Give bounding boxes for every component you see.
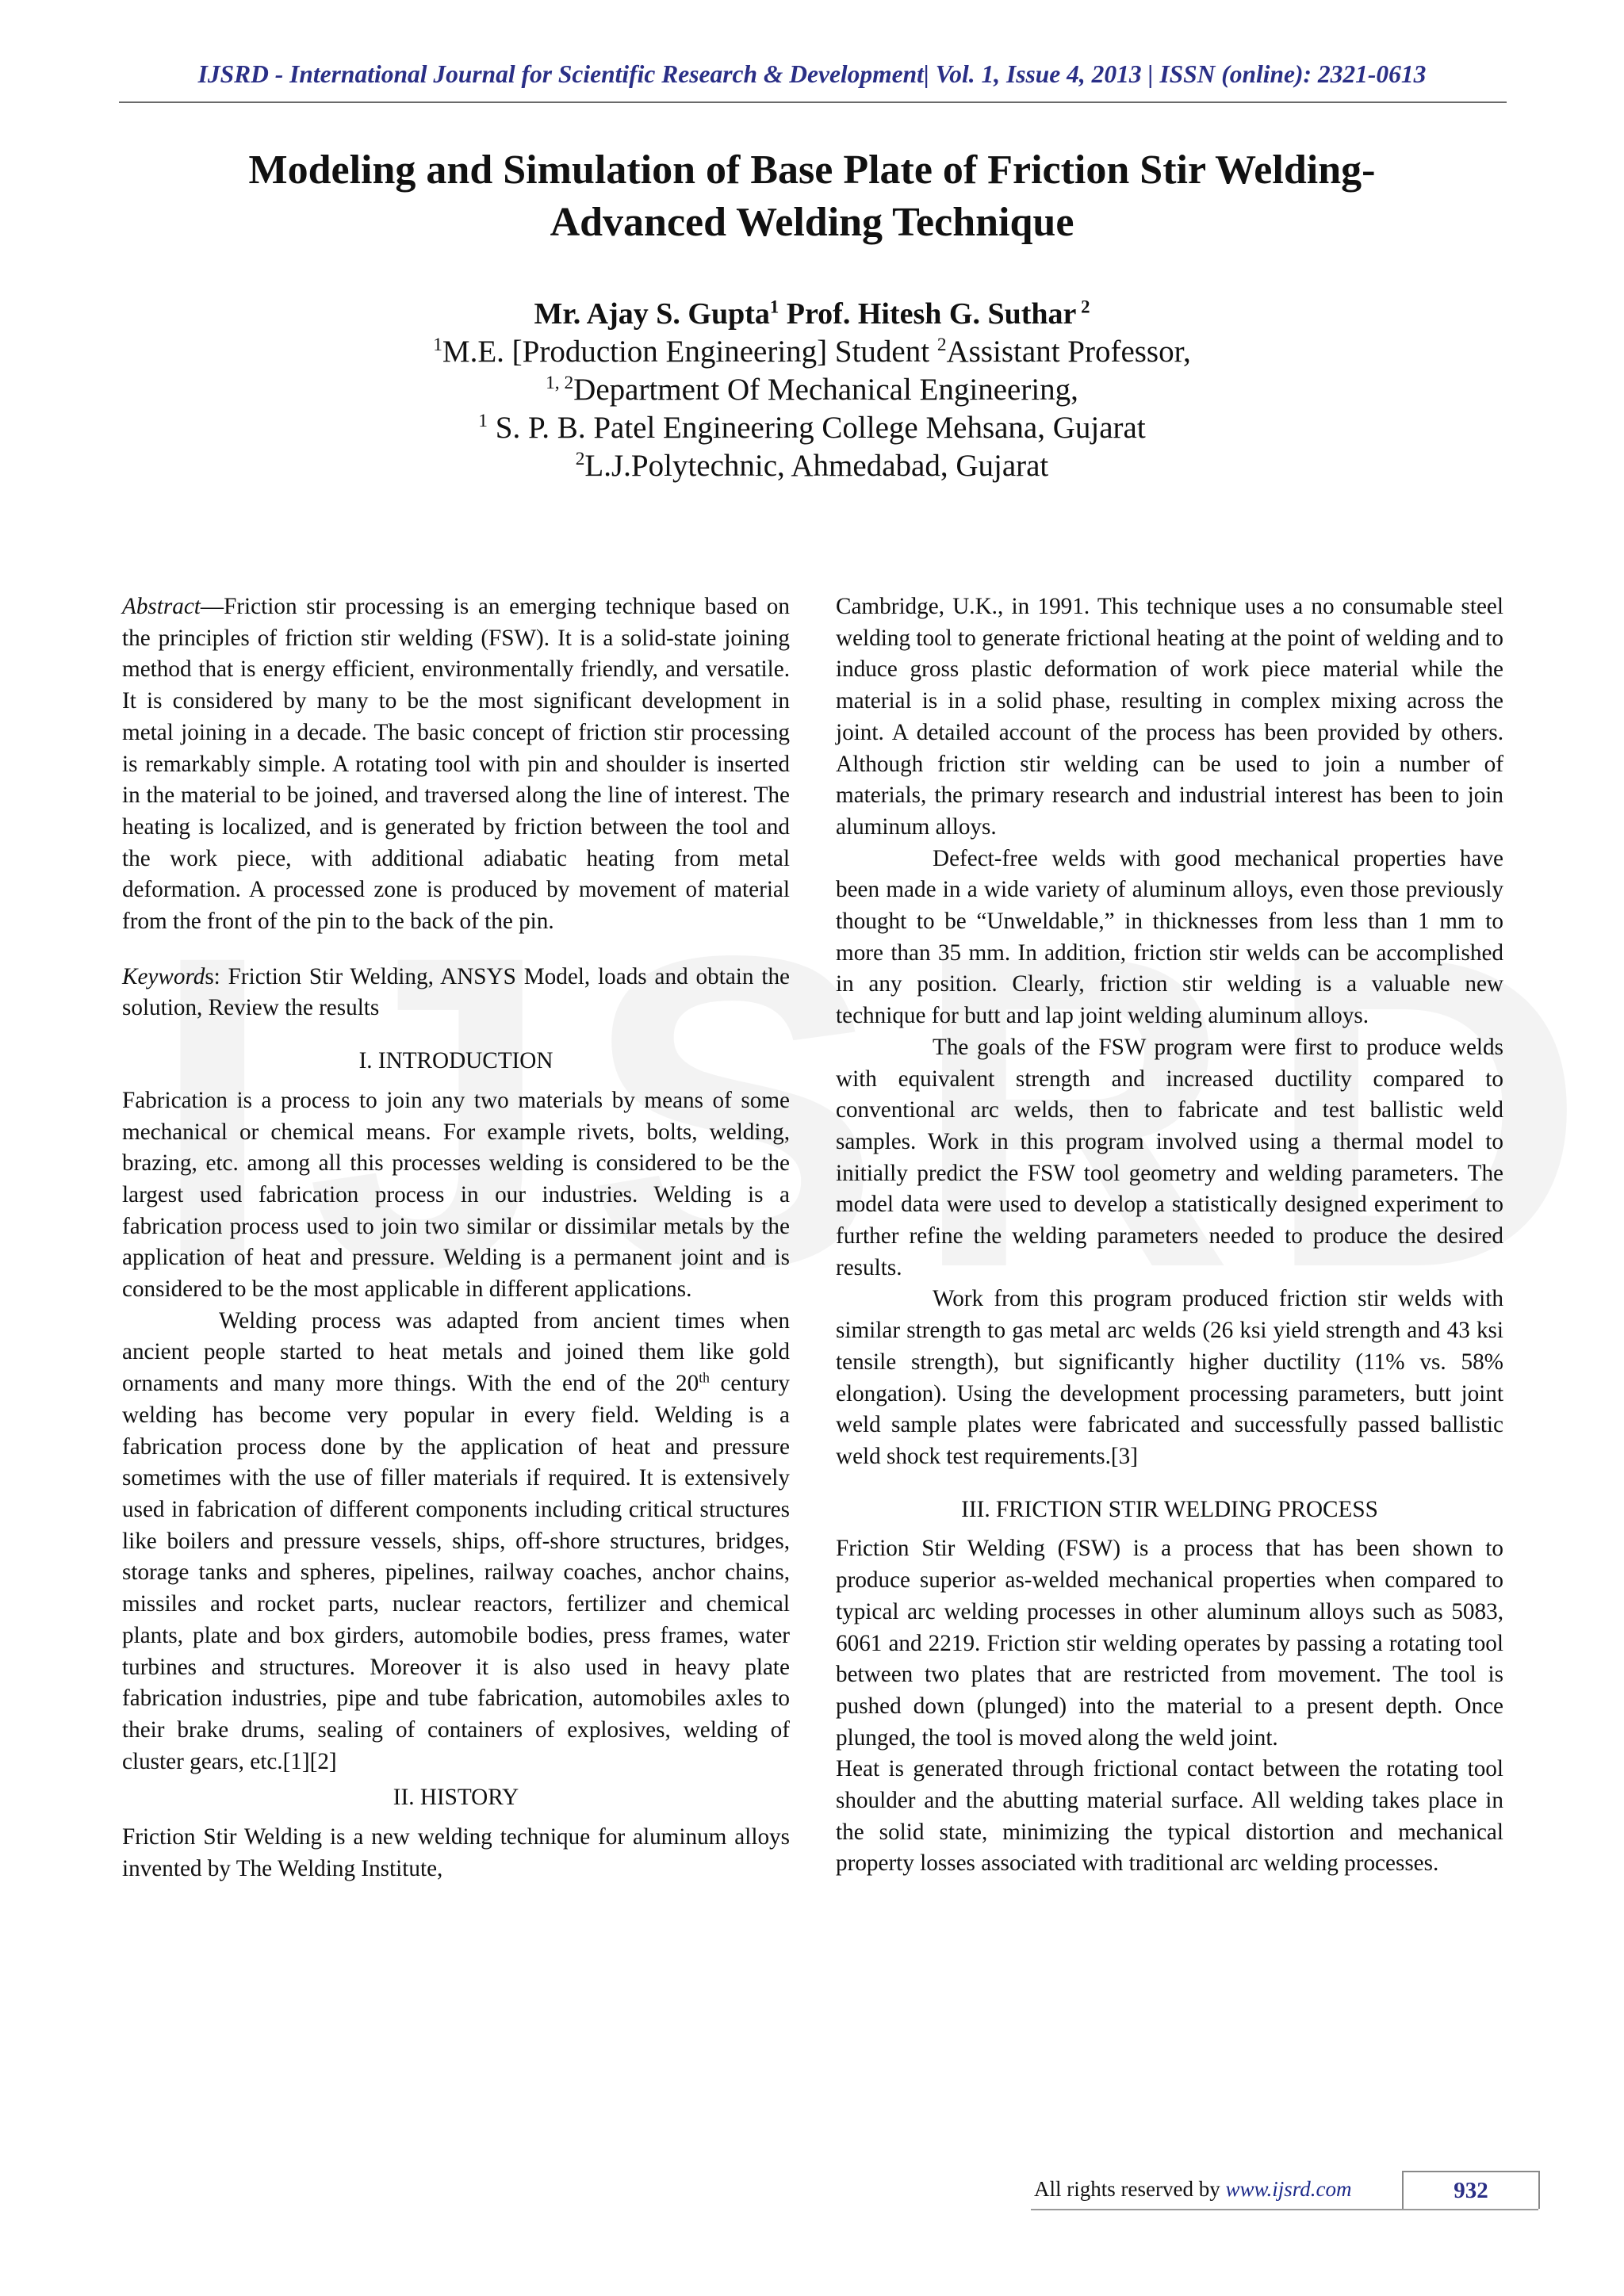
title-line-2: Advanced Welding Technique (550, 200, 1074, 245)
keywords-label: Keyword (122, 963, 205, 989)
history-paragraph-1-end: Cambridge, U.K., in 1991. This technique uses a no consumable steel welding tool to generate frictional heating at the point of welding and to induce gross plastic deformation of work piece material while the material is in a solid phase, resulting in complex mixing across the joint. A detailed account of the process has been provided by others. Although friction stir welding can be used to join a number of materials, the primary research and industrial interest has been to join aluminum alloys. (836, 594, 1503, 840)
section-heading-introduction: I. INTRODUCTION (358, 1048, 553, 1074)
author-2-sup: 2 (1076, 297, 1090, 317)
affil-text: S. P. B. Patel Engineering College Mehsana, Gujarat (488, 411, 1146, 445)
history-paragraph-3: The goals of the FSW program were first to produce welds with equivalent strength and increased ductility compared to conventional arc welds, then to fabricate and test ballistic weld samples. Work in this program involved using a thermal model to initially predict the FSW tool geometry and welding parameters. The model data were used to develop a statistically designed experiment to further refine the welding parameters needed to produce the desired results. (836, 1034, 1503, 1280)
affil-sup: 1 (433, 335, 442, 355)
fsw-paragraph-2: Heat is generated through frictional contact between the rotating tool shoulder and the abutting material surface. All welding takes place in the solid state, minimizing the typical distortion and mechanical property losses associated with traditional arc welding processes. (836, 1756, 1503, 1877)
intro-paragraph-1: Fabrication is a process to join any two materials by means of some mechanical or chemical means. For example rivets, bolts, welding, brazing, etc. among all this processes welding is considered to be the largest used fabrication process in our industries. Welding is a fabrication process used to join two similar or dissimilar metals by the application of heat and pressure. Welding is a permanent joint and is considered to be the most applicable in different applications. (122, 1087, 790, 1303)
history-paragraph-2: Defect-free welds with good mechanical properties have been made in a wide variety of aluminum alloys, even those previously thought to be “Unweldable,” in thicknesses from less than 1 mm to more than 35 mm. In addition, friction stir welds can be accomplished in any position. Clearly, friction stir welding is a valuable new technique for butt and lap joint welding aluminum alloys. (836, 845, 1503, 1029)
affil-text: M.E. [Production Engineering] Student (442, 335, 937, 369)
author-1: Mr. Ajay S. Gupta (534, 297, 770, 331)
page-number: 932 (1402, 2171, 1540, 2209)
footer-rights (1034, 2177, 1351, 2202)
paper-title (159, 144, 1465, 249)
rights-text: All rights reserved by (1034, 2177, 1226, 2201)
affil-sup: 1, 2 (546, 373, 574, 393)
abstract-text: Friction stir processing is an emerging technique based on the principles of friction stir welding (FSW). It is a solid-state joining method that is energy efficient, environmentally friendly, and versatile. It is considered by many to be the most significant development in metal joining in a decade. The basic concept of friction stir processing is remarkably simple. A rotating tool with pin and shoulder is inserted in the material to be joined, and traversed along the line of interest. The heating is localized, and is generated by friction between the tool and the work piece, with additional adiabatic heating from metal deformation. A processed zone is produced by movement of material from the front of the pin to the back of the pin. (122, 594, 790, 935)
affiliation-line-2 (159, 371, 1465, 409)
keywords-label-rest: s (205, 963, 214, 989)
affil-sup: 2 (936, 335, 947, 355)
author-1-sup: 1 (769, 297, 779, 317)
superscript-th: th (699, 1369, 710, 1386)
left-column (122, 591, 790, 1885)
abstract-label: Abstract (122, 594, 201, 619)
journal-header: IJSRD - International Journal for Scientific Research & Development| Vol. 1, Issue 4, 2013 | ISSN (online): 2321-0613 (197, 60, 1427, 88)
keywords (122, 962, 790, 1024)
site-link[interactable]: www.ijsrd.com (1225, 2177, 1352, 2201)
affil-text: Assistant Professor, (946, 335, 1191, 369)
footer-divider (1031, 2209, 1538, 2210)
affiliation-line-4 (159, 447, 1465, 485)
abstract (122, 591, 790, 938)
abstract-dash: — (200, 594, 224, 619)
author-block (159, 295, 1465, 485)
author-names (159, 295, 1465, 333)
section-heading-fsw-process: III. FRICTION STIR WELDING PROCESS (961, 1496, 1378, 1522)
affil-sup: 1 (478, 411, 488, 431)
author-2: Prof. Hitesh G. Suthar (779, 297, 1077, 331)
fsw-paragraph-1: Friction Stir Welding (FSW) is a process that has been shown to produce superior as-welded mechanical properties when compared to typical arc welding processes in other aluminum alloys such as 5083, 6061 and 2219. Friction stir welding operates by passing a rotating tool between two plates that are restricted from movement. The tool is pushed down (plunged) into the material to a present depth. Once plunged, the tool is moved along the weld joint. (836, 1536, 1503, 1751)
affil-text: Department Of Mechanical Engineering, (573, 373, 1078, 407)
header-divider (119, 101, 1507, 103)
right-column (836, 591, 1503, 1880)
affiliation-line-1 (159, 333, 1465, 371)
history-paragraph-1-start: Friction Stir Welding is a new welding technique for aluminum alloys invented by The Welding Institute, (122, 1824, 790, 1881)
section-heading-history: II. HISTORY (393, 1785, 519, 1811)
affil-text: L.J.Polytechnic, Ahmedabad, Gujarat (584, 449, 1049, 483)
affiliation-line-3 (159, 409, 1465, 447)
affil-sup: 2 (575, 449, 585, 469)
intro-paragraph-2 (122, 1306, 790, 1778)
keywords-text: : Friction Stir Welding, ANSYS Model, loads and obtain the solution, Review the results (122, 963, 790, 1021)
title-line-1: Modeling and Simulation of Base Plate of Friction Stir Welding- (248, 147, 1376, 193)
intro-p2-text: Welding process was adapted from ancient times when ancient people started to heat metals and joined them like gold ornaments and many more things. With the end of the 20 (122, 1307, 790, 1397)
intro-p2-text: century welding has become very popular in every field. Welding is a fabrication process done by the application of heat and pressure sometimes with the use of filler materials if required. It is extensively used in fabrication of different components including critical structures like boilers and pressure vessels, ships, off-shore structures, bridges, storage tanks and spheres, pipelines, railway coaches, anchor chains, missiles and rocket parts, nuclear reactors, fertilizer and chemical plants, plate and box girders, automobile bodies, press frames, water turbines and structures. Moreover it is also used in heavy plate fabrication industries, pipe and tube fabrication, automobiles axles to their brake drums, sealing of containers of explosives, welding of cluster gears, etc.[1][2] (122, 1371, 790, 1774)
history-paragraph-4: Work from this program produced friction stir welds with similar strength to gas metal arc welds (26 ksi yield strength and 43 ksi tensile strength), but significantly higher ductility (11% vs. 58% elongation). Using the development processing parameters, butt joint weld sample plates were fabricated and successfully passed ballistic weld shock test requirements.[3] (836, 1286, 1503, 1469)
